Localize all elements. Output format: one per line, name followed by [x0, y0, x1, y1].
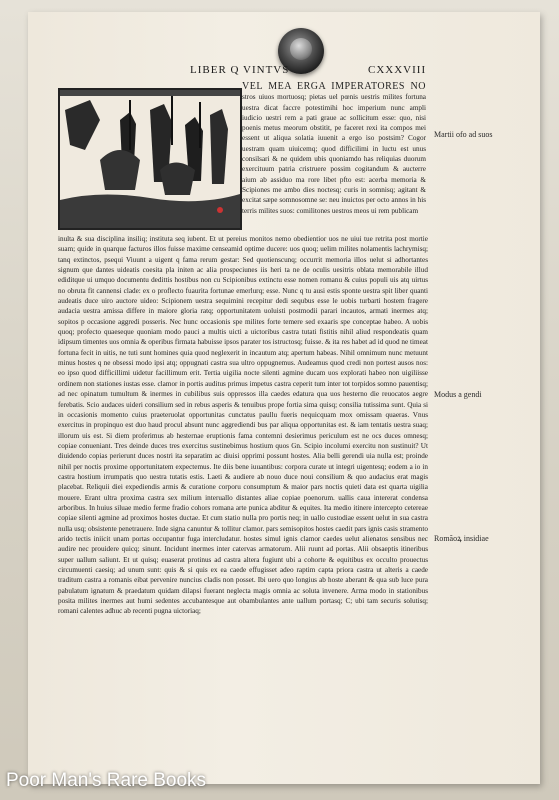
margin-note-1: Martii ofo ad suos — [434, 130, 493, 139]
margin-note-3: Romãoꝝ insidiae — [434, 534, 489, 543]
intro-text: stros uiuos mortuosq; pietas uel pœnis uestris milites fortuna uestra dicat faccre potestimihi hoc imperium nunc ampli iudicio uestri rem a pati graue ac sollicitum esse: quo, nisi poenis metus meorum obstitit, pe faceret rexi ita compos mei essent ut aliqua solatia iuuenit a ergo iso postsim? Cogor uestram quam uiuicemq; quod difficilimi in luctu est unus consilsari & ne quidem ubis quoniamdo has reliquias duorum exercituum patria cristruere possim cogitandum & aucterre aium ab assiduo ma rore libet pfto est: acerba memoria & Scipiones me ambo dies noctesq; curis in somnisq; agitant & excitat sæpe somnosomne se: neu inuictos per octo annos in his terris milites suos: comilitones uestros meos ui rem publicam — [242, 93, 426, 215]
main-text-block: inulta & sua disciplina insiliq; instituta seq iubent. Et ut pereius monitos nemo obedientior uos ne uiui tue retrita post mortie suam; quide in quarque facturos illos fuisse maxime censeamid optime ducere: uos quoq; uelim milites nolamentis lachrymisq; tanq extinctos, psequi Viuunt a uigent q fama rerum gestar: Sed quotienscunq; occurrit memoria illos uelut si adhortantes signum que dantes uideatis coesita pla initen ac alia prospeciunes iis heri ta ne de oculis uesitris oblata memorabile illud ediditque ui umquo documentu dedittis hostibus non cu Scipionibus extinctu esse nomen romanu & cuius populi uis atq uirtus no obruta fit cannensi clade: ex o proflecto fuaurita fortunae emerlurq; esse. Nunc q tu ausi estis sponte uestra spit liber quanti audeatis duce uiro auctore uideo: Scipionem uestra sequimini recepitur dedi sequbus esse le uobis turbarti hostem fragere audacia uestra amissa differe in maiore gloria ratq; opportunitatem uoluisti postmodii parari incautos, armati inermes atq; sopitos p occasione aggredi posseris. Nec hunc occasionis spe milites forte temere sed exaaris spe conceptae habeo. A uobis quoq; profecto quaeseque quoniam modo pauci a multis uicti a uictoribus castra tutati fistitis nihil aliud respondeatis quam idipsum timentes uos omnia & operibus firmata habuisse ipsos parater tos istructosq; fuisse. & ita res habet ad id quod ne timeat fortuna fecit in uitis, ne tuti sunt homines quia quod neglexerit in incautum atq; apertum habeas. Nihil omnimum nunc metuunt minus hostes q ne obsessi modo ipsi atq; oppugnati castra sua ultro oppugnemus. Audeamus quod credi non portest ausos nos: eo ipso quod difficillimi uidetur facillimum erit. Tertia uigilia nocte silenti agmine ducam uos explorati habeo non uigiliisse ordinem non stationes iustas esse. clamor in portis auditus primus impetus castra ceperit tum inter tot torpidos somno pauentisq; ad nec opinatum tumultum & inermes in cubilibus suis oppressos illa caedes edatura qua uos hesterno die reuocatos aegre ferebatis. Scio audaces uideri consilium sed in rebus asperis & tenuibus prope fortia sima quisq; consilia tutissima sunt. Quia si in occasionis momento cuius praeteruolat opportunitas cunctatus paullu fueris nequicquam mox omissam quaeras. Vnus exercitus in propinquo est duo haud procul absunt nunc aggrediendi bus par aliqua opportunitas est. & iam tentatis uestra suaq; illorum uis est. Si diem proferimus ab hesternae eruptionis fama contemni desierimus periculum est ne ocs duces omnesq; copiae conueniant. Tres deinde duces tres exercitus sustinebimus hostium quos Gn. Scipio incolumi exercitu non sustinuit? Ut diuidendo copias perierunt duces nostri ita separatim ac diuisi opprimi possunt hostes. Alia belli gerendi uia nulla est; proinde nihil per noctis proxime opportunitatem expectemus. Ite diis bene iuuantibus: corpora curate ut integri uigentesq; eodem a io in castra hostium irrumpatis quo uestra tutatis estis. Laeti & audiere ab nouo duce noui consilium & quo audacius erat magis placebat. Reliquii diei expediendis armis & curatione corporu consumptum & maior pars noctis quieti data est quarta uigilia mouere. Erant ultra proxima castra sex milium interuallo distantes aliae copiae poenorum. uallis caua intererat condensa arboribus. In huius siluae medio ferme fradio cohors romana arte punica abditur & equites. Ita medio itinere intercepto cetereae copiae silenti agmine ad proximos hostes ductae. Et cum statio nulla pro portis neq; in uallo custodiae essent uelut in sua castra nulla usq; obsistente penetrauere. Inde signa canuntur & tollitur clamor. pars semisopitos hostes caedit pars ignis casis stramento arido tectis iniicit unam portas occupantur fuga intercludatur. hostes simul ignis clamor caedes uelut alienatos sensibus nec audire nec prouidere quicq; sinunt. Incidunt inermes inter catervas armatorum. Alii ruunt ad portas. Alii obsaeptis itineribus super uallum saliunt. Et ut quisq; euaserat protinus ad castra altera fugiunt ubi a cohorte & equitibus ex occulto prouectus circumuenti caesiq; ad unum sunt: quis & si quis ex ea caede effugisset adeo raptim capta priora castra ut alteris a caede traditum castra a romanis eibat pervenire nuncius cladis non posset. Ibi uero quo longius ab hoste aberant & qua sub luce pura pabulatum ignatum & praedatum quidam dilapsi fuerant neglecta magis omnia ac soluta invenere. Arma modo in stationibus posita milites inermes aut humi sedentes accubantesque aut obambulantes ante uallum portasq; C; ubi tam securis solutisq; romani calentes adhuc ab recenti pugna uictoriaq; — [58, 235, 428, 616]
running-head: LIBER Q VINTVS — [190, 64, 290, 76]
intro-paragraph — [242, 82, 426, 216]
folio-number: CXXXVIII — [368, 64, 427, 76]
margin-note-2: Modus a gendi — [434, 390, 482, 399]
intro-first-line: VEL MEA ERGA IMPERATORES NO — [242, 81, 426, 92]
woodcut-illustration — [58, 88, 242, 230]
battle-scene-icon — [60, 90, 240, 228]
watermark: Poor Man's Rare Books — [6, 770, 207, 791]
